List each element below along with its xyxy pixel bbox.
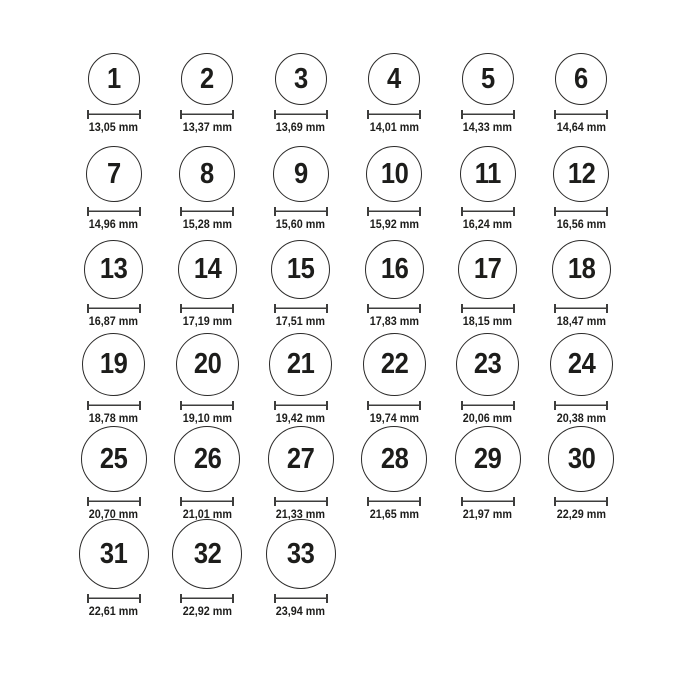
diameter-ruler-icon	[554, 304, 608, 313]
ring-size-cell	[67, 521, 161, 616]
ring-circle	[455, 426, 521, 492]
ring-size-cell	[254, 426, 348, 521]
ring-size-cell	[161, 236, 255, 331]
diameter-ruler-icon	[274, 497, 328, 506]
ring-circle	[273, 146, 329, 202]
diameter-label: 13,69 mm	[276, 120, 326, 134]
ring-size-cell	[161, 426, 255, 521]
diameter-ruler-icon	[461, 304, 515, 313]
diameter-ruler-icon	[367, 207, 421, 216]
diameter-label: 16,24 mm	[463, 217, 513, 231]
ring-size-number: 28	[380, 442, 408, 475]
ring-size-number: 29	[473, 442, 502, 475]
diameter-ruler-icon	[554, 207, 608, 216]
ring-size-cell	[441, 236, 535, 331]
diameter-label: 16,56 mm	[556, 217, 606, 231]
ring-size-number: 1	[106, 62, 121, 95]
ring-size-number: 26	[193, 442, 221, 475]
diameter-label: 21,33 mm	[276, 507, 326, 521]
chart-row	[67, 236, 700, 331]
ring-size-number: 20	[193, 347, 221, 380]
ring-circle	[81, 426, 147, 492]
ring-size-number: 12	[567, 157, 595, 190]
diameter-label: 15,92 mm	[369, 217, 419, 231]
diameter-ruler-icon	[180, 401, 234, 410]
diameter-label: 21,65 mm	[369, 507, 419, 521]
ring-size-number: 5	[480, 62, 495, 95]
diameter-label: 17,19 mm	[182, 313, 232, 328]
ring-size-cell	[441, 46, 535, 141]
ring-size-number: 24	[567, 347, 595, 380]
ring-size-cell	[441, 426, 535, 521]
diameter-ruler-icon	[180, 110, 234, 119]
diameter-ruler-icon	[367, 304, 421, 313]
diameter-label: 16,87 mm	[89, 313, 139, 328]
ring-circle	[368, 53, 420, 105]
ring-size-number: 27	[286, 442, 315, 475]
diameter-ruler-icon	[274, 207, 328, 216]
ring-size-cell	[441, 331, 535, 426]
ring-size-cell	[535, 426, 629, 521]
diameter-label: 20,70 mm	[89, 507, 139, 521]
ring-size-number: 22	[380, 347, 408, 380]
diameter-ruler-icon	[87, 304, 141, 313]
diameter-label: 14,01 mm	[369, 120, 419, 134]
ring-circle	[174, 426, 240, 492]
ring-size-cell	[161, 331, 255, 426]
chart-row	[67, 46, 700, 141]
ring-size-cell	[535, 141, 629, 236]
ring-size-number: 6	[574, 62, 589, 95]
ring-circle	[366, 146, 422, 202]
diameter-ruler-icon	[554, 110, 608, 119]
diameter-ruler-icon	[180, 304, 234, 313]
ring-size-number: 14	[193, 252, 221, 285]
diameter-label: 13,05 mm	[89, 120, 139, 134]
ring-circle	[86, 146, 142, 202]
ring-size-cell	[348, 426, 442, 521]
ring-size-cell	[254, 46, 348, 141]
diameter-ruler-icon	[461, 401, 515, 410]
diameter-label: 21,01 mm	[182, 507, 232, 521]
ring-size-cell	[161, 521, 255, 616]
ring-circle	[365, 240, 424, 299]
ring-size-number: 16	[380, 252, 408, 285]
diameter-ruler-icon	[461, 110, 515, 119]
diameter-label: 15,28 mm	[182, 217, 232, 231]
ring-size-number: 4	[387, 62, 402, 95]
ring-circle	[172, 519, 242, 589]
diameter-ruler-icon	[87, 110, 141, 119]
ring-size-number: 30	[567, 442, 595, 475]
diameter-label: 20,06 mm	[463, 410, 513, 425]
ring-size-number: 3	[293, 62, 308, 95]
ring-circle	[361, 426, 427, 492]
ring-circle	[269, 333, 332, 396]
diameter-ruler-icon	[180, 497, 234, 506]
diameter-ruler-icon	[274, 401, 328, 410]
diameter-ruler-icon	[87, 594, 141, 603]
diameter-label: 14,64 mm	[556, 120, 606, 134]
diameter-ruler-icon	[274, 594, 328, 603]
diameter-label: 22,29 mm	[556, 507, 606, 521]
ring-circle	[176, 333, 239, 396]
diameter-ruler-icon	[461, 497, 515, 506]
diameter-ruler-icon	[180, 207, 234, 216]
diameter-label: 21,97 mm	[463, 507, 513, 521]
ring-size-cell	[348, 331, 442, 426]
ring-size-cell	[254, 331, 348, 426]
ring-size-cell	[67, 426, 161, 521]
diameter-label: 17,83 mm	[369, 313, 419, 328]
diameter-ruler-icon	[274, 110, 328, 119]
chart-row	[67, 141, 700, 236]
diameter-label: 23,94 mm	[276, 604, 326, 618]
ring-circle	[462, 53, 514, 105]
ring-size-cell	[441, 141, 535, 236]
diameter-label: 18,15 mm	[463, 313, 513, 328]
diameter-ruler-icon	[554, 497, 608, 506]
diameter-ruler-icon	[180, 594, 234, 603]
ring-circle	[82, 333, 145, 396]
diameter-ruler-icon	[87, 497, 141, 506]
diameter-label: 22,61 mm	[89, 604, 139, 618]
ring-size-number: 25	[99, 442, 128, 475]
ring-circle	[458, 240, 517, 299]
ring-size-number: 7	[106, 157, 121, 190]
ring-size-cell	[348, 236, 442, 331]
ring-size-cell	[67, 331, 161, 426]
ring-circle	[456, 333, 519, 396]
chart-row	[67, 426, 700, 521]
ring-size-number: 17	[473, 252, 502, 285]
diameter-ruler-icon	[554, 401, 608, 410]
ring-size-number: 23	[473, 347, 502, 380]
diameter-label: 14,96 mm	[89, 217, 139, 231]
ring-size-cell	[67, 141, 161, 236]
diameter-label: 17,51 mm	[276, 313, 326, 328]
diameter-label: 13,37 mm	[182, 120, 232, 134]
ring-circle	[460, 146, 516, 202]
diameter-label: 19,42 mm	[276, 410, 326, 425]
diameter-label: 19,74 mm	[369, 410, 419, 425]
ring-circle	[555, 53, 607, 105]
ring-size-cell	[161, 46, 255, 141]
ring-circle	[548, 426, 614, 492]
ring-circle	[79, 519, 149, 589]
ring-size-cell	[348, 46, 442, 141]
ring-size-cell	[535, 46, 629, 141]
ring-size-cell	[67, 236, 161, 331]
ring-size-number: 31	[99, 537, 128, 570]
ring-circle	[268, 426, 334, 492]
ring-size-number: 19	[99, 347, 128, 380]
ring-circle	[553, 146, 609, 202]
ring-circle	[178, 240, 237, 299]
diameter-label: 22,92 mm	[182, 604, 232, 618]
ring-size-cell	[535, 331, 629, 426]
ring-size-cell	[254, 236, 348, 331]
ring-size-number: 2	[200, 62, 215, 95]
ring-circle	[179, 146, 235, 202]
ring-size-cell	[535, 236, 629, 331]
diameter-ruler-icon	[461, 207, 515, 216]
ring-size-number: 18	[567, 252, 595, 285]
ring-circle	[181, 53, 233, 105]
diameter-ruler-icon	[87, 401, 141, 410]
chart-row	[67, 521, 700, 616]
diameter-label: 18,78 mm	[89, 410, 139, 425]
ring-circle	[363, 333, 426, 396]
diameter-ruler-icon	[367, 401, 421, 410]
diameter-ruler-icon	[87, 207, 141, 216]
ring-size-cell	[67, 46, 161, 141]
ring-circle	[88, 53, 140, 105]
diameter-ruler-icon	[367, 497, 421, 506]
ring-circle	[550, 333, 613, 396]
diameter-label: 14,33 mm	[463, 120, 513, 134]
ring-circle	[552, 240, 611, 299]
ring-size-cell	[348, 141, 442, 236]
diameter-ruler-icon	[367, 110, 421, 119]
ring-size-number: 9	[293, 157, 308, 190]
ring-size-number: 8	[200, 157, 215, 190]
diameter-label: 20,38 mm	[556, 410, 606, 425]
diameter-label: 15,60 mm	[276, 217, 326, 231]
diameter-ruler-icon	[274, 304, 328, 313]
diameter-label: 19,10 mm	[182, 410, 232, 425]
ring-size-cell	[161, 141, 255, 236]
ring-size-number: 21	[286, 347, 315, 380]
ring-size-number: 13	[99, 252, 128, 285]
ring-size-cell	[254, 521, 348, 616]
ring-size-number: 15	[286, 252, 315, 285]
ring-circle	[275, 53, 327, 105]
ring-size-cell	[254, 141, 348, 236]
ring-circle	[84, 240, 143, 299]
ring-size-number: 32	[193, 537, 221, 570]
ring-circle	[266, 519, 336, 589]
ring-size-number: 11	[474, 157, 501, 190]
chart-row	[67, 331, 700, 426]
ring-size-number: 33	[286, 537, 315, 570]
ring-size-number: 10	[380, 157, 408, 190]
diameter-label: 18,47 mm	[556, 313, 606, 328]
ring-circle	[271, 240, 330, 299]
